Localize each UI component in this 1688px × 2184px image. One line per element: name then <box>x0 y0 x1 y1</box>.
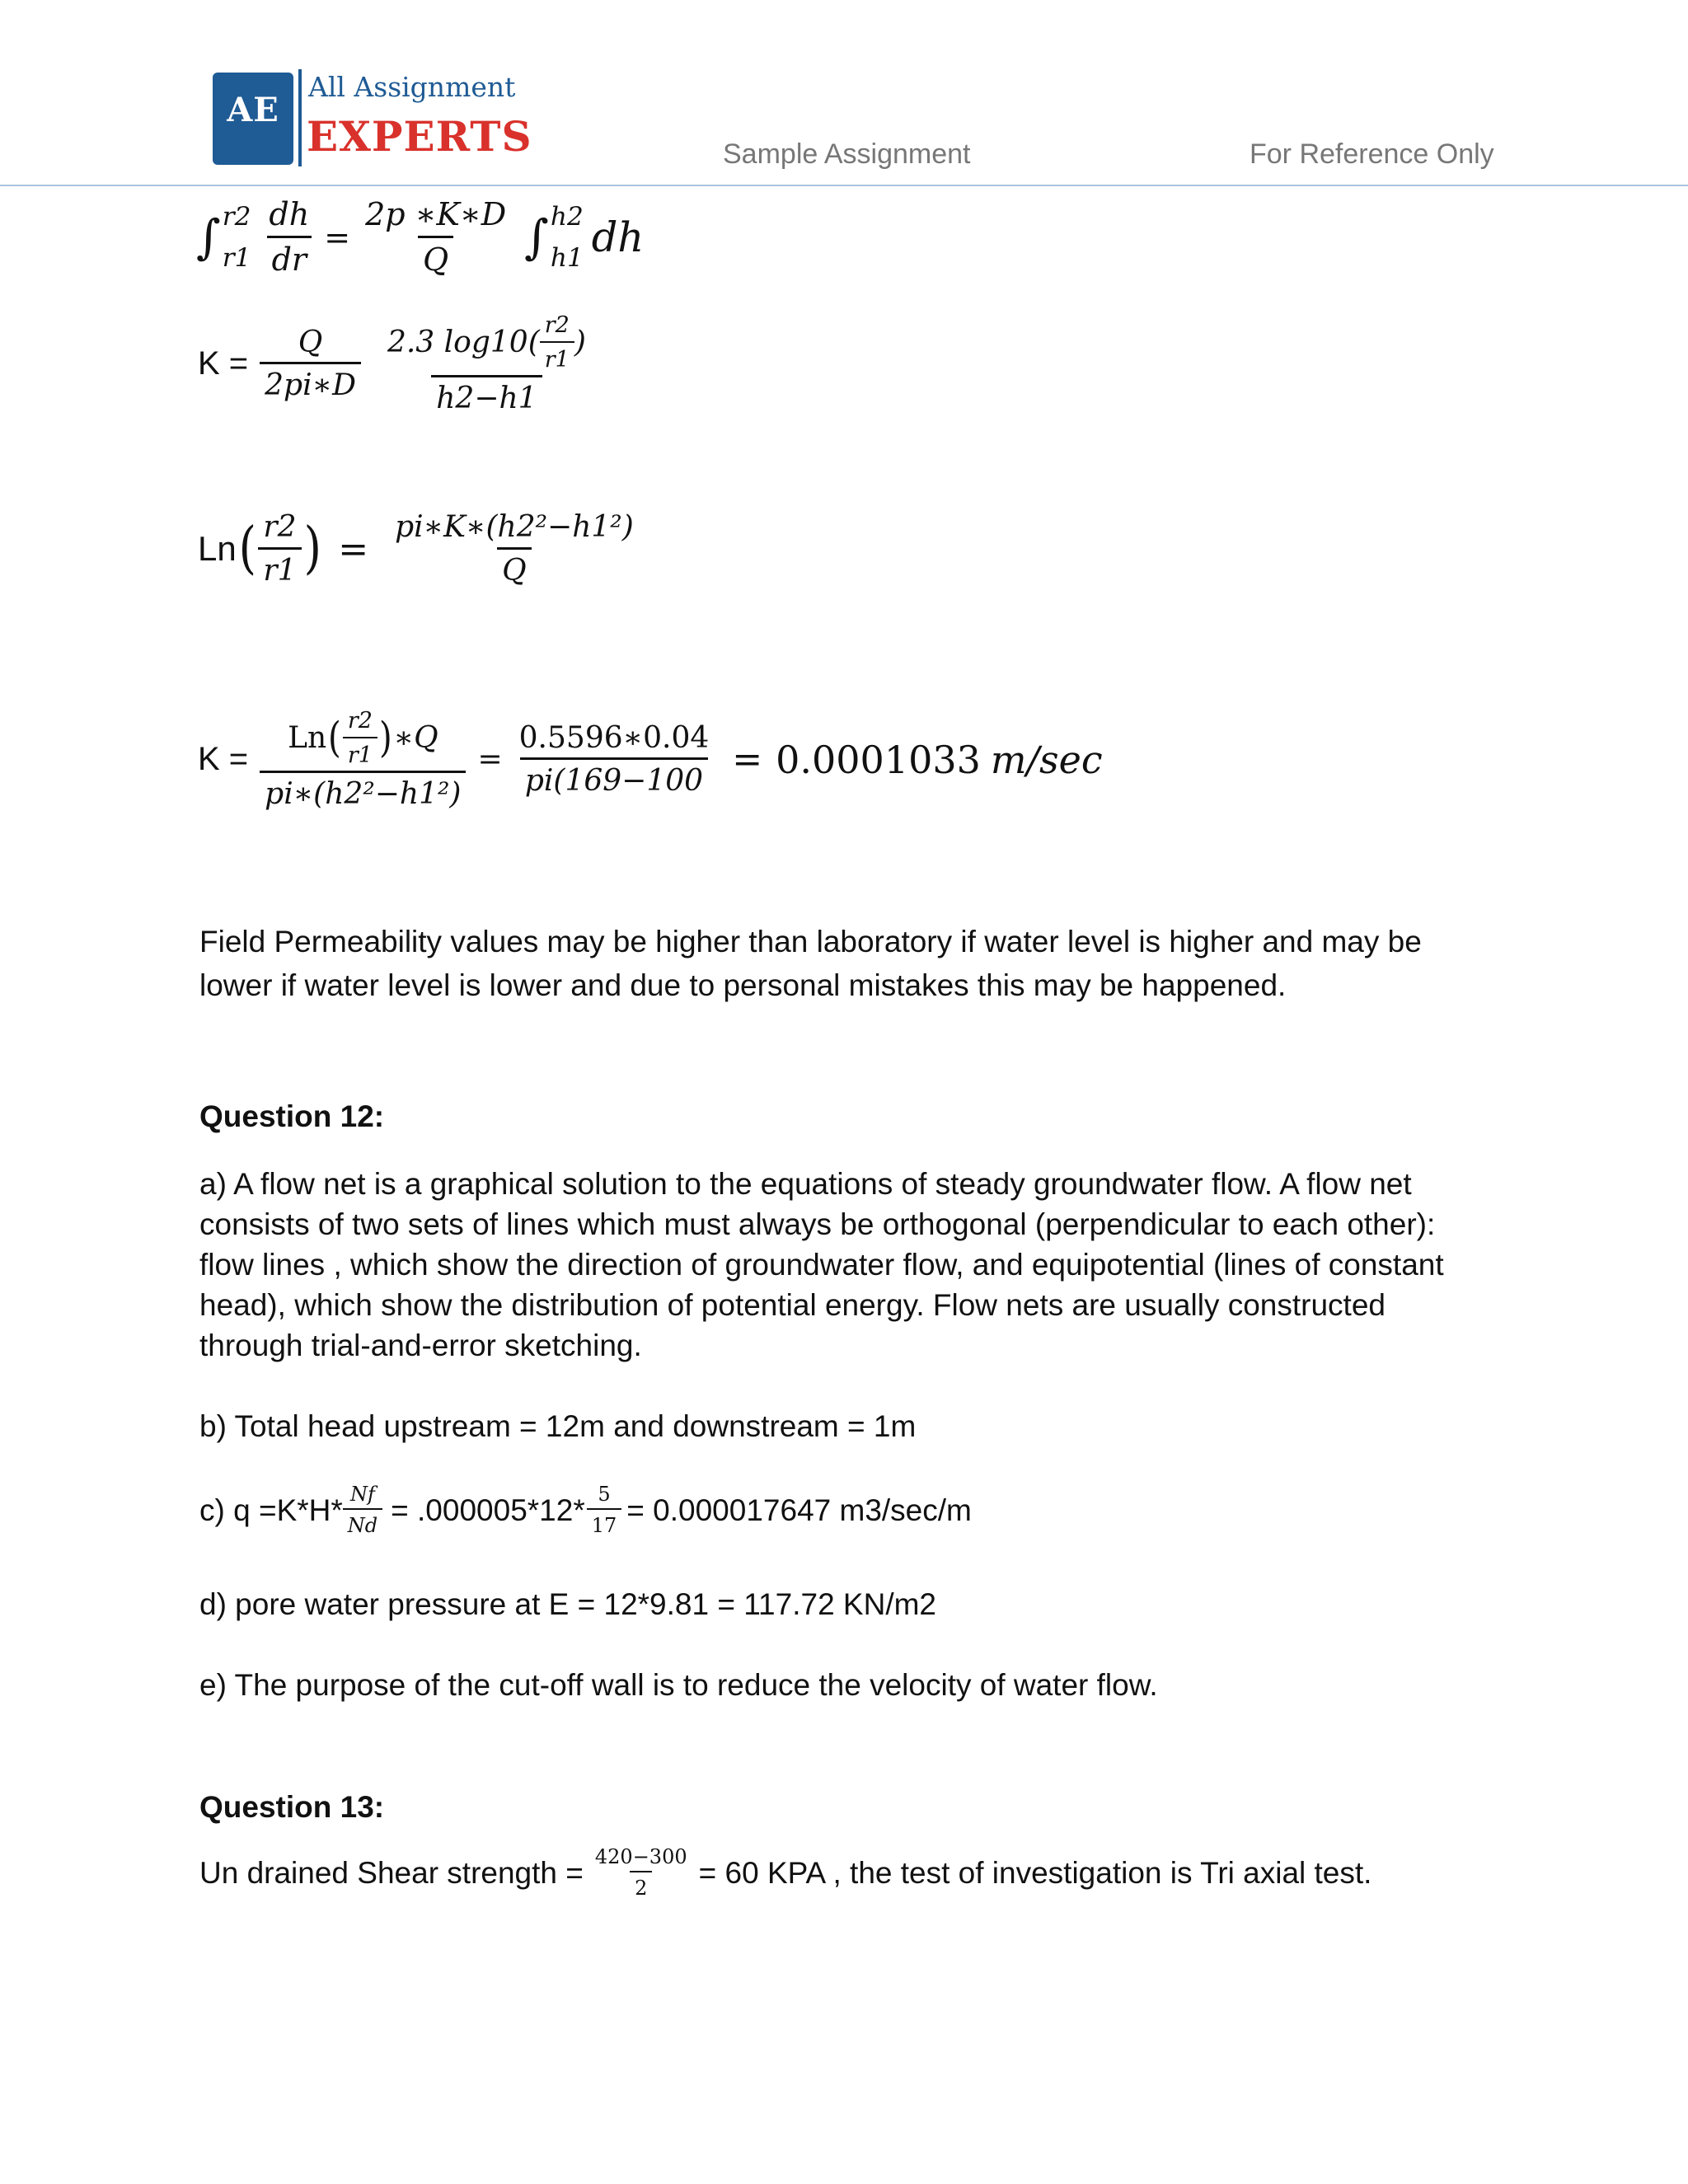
logo-top-text: All Assignment <box>308 71 516 103</box>
integrand-dh: dh <box>591 213 645 262</box>
frac-num: Nf <box>350 1483 375 1506</box>
frac2-num: 2p ∗K∗D <box>365 196 507 232</box>
frac-pik-q <box>390 511 639 587</box>
logo-main-text: EXPERTS <box>307 112 532 161</box>
inner-den: r1 <box>258 547 301 588</box>
int1-lower: r1 <box>222 243 251 274</box>
frac-numeric <box>514 722 715 798</box>
answer-13 <box>199 1846 1372 1900</box>
paragraph-line: Field Permeability values may be higher than laboratory if water level is higher and may be <box>199 925 1422 958</box>
equals-sign: = <box>324 219 351 256</box>
frac-5-17 <box>587 1483 622 1537</box>
integral-sign: ∫ <box>196 209 221 265</box>
equation-integral <box>196 198 644 278</box>
inner-num: r2 <box>544 312 570 338</box>
answer-line: through trial-and-error sketching. <box>199 1329 642 1362</box>
frac-nf-nd <box>343 1483 382 1537</box>
frac-r2-r1 <box>343 709 377 767</box>
equals-sign: = <box>477 743 503 777</box>
frac-log-heads <box>382 313 591 415</box>
frac-num: 420−300 <box>594 1845 687 1868</box>
frac-dh-dr <box>264 198 314 278</box>
frac-den: 17 <box>587 1508 622 1536</box>
inner-num: r2 <box>263 510 297 544</box>
paren-open: ( <box>328 713 341 762</box>
equation-k-result <box>198 709 1103 811</box>
answer-12d: d) pore water pressure at E = 12*9.81 = 117.72 KN/m2 <box>199 1587 936 1621</box>
question-13-heading: Question 13: <box>199 1790 385 1824</box>
paren-close: ) <box>378 713 392 762</box>
frac1-num: dh <box>269 196 310 232</box>
answer-12c-mid: = .000005*12* <box>391 1493 585 1527</box>
frac-den: h2−h1 <box>431 375 542 415</box>
question-12-heading: Question 12: <box>199 1099 385 1133</box>
frac-r2-r1 <box>540 313 574 372</box>
int1-upper: r2 <box>222 202 251 232</box>
paren-close: ) <box>303 515 321 581</box>
frac-den: 2pi∗D <box>260 362 361 402</box>
frac-num: 0.5596∗0.04 <box>518 720 710 755</box>
answer-12c-suffix: = 0.000017647 m3/sec/m <box>626 1493 972 1527</box>
answer-12b: b) Total head upstream = 12m and downstream = 1m <box>199 1409 917 1443</box>
frac-shear <box>590 1846 692 1900</box>
inner-den: r1 <box>343 737 377 768</box>
frac-r2-r1 <box>258 511 301 587</box>
frac-ln-q <box>260 709 466 811</box>
ln-label: Ln <box>288 720 327 755</box>
int2-upper: h2 <box>550 202 584 232</box>
inner-den: r1 <box>540 341 574 373</box>
frac-num: 5 <box>598 1483 611 1506</box>
field-permeability-paragraph <box>199 921 1422 1005</box>
answer-12e: e) The purpose of the cut-off wall is to reduce the velocity of water flow. <box>199 1668 1158 1702</box>
frac-q-2pid <box>260 326 361 402</box>
frac-2pkd-q <box>360 198 511 278</box>
frac-num: Q <box>298 325 323 359</box>
paragraph-line: lower if water level is lower and due to personal mistakes this may be happened. <box>199 968 1287 1002</box>
frac-den: pi∗(h2²−h1²) <box>260 771 466 811</box>
paren-open: ( <box>238 515 256 581</box>
equals-sign: = <box>732 738 763 781</box>
int2-lower: h1 <box>550 243 584 274</box>
equals-sign: = <box>338 527 369 570</box>
k-equals: K = <box>198 741 249 778</box>
answer-12a <box>199 1164 1444 1366</box>
integral-sign: ∫ <box>524 209 549 265</box>
frac-den: pi(169−100 <box>520 757 708 798</box>
answer-line: head), which show the distribution of potential energy. Flow nets are usually constructed <box>199 1288 1386 1322</box>
inner-num: r2 <box>347 708 373 733</box>
frac-den: Nd <box>343 1508 382 1536</box>
answer-line: flow lines , which show the direction of groundwater flow, and equipotential (lines of constant <box>199 1248 1444 1282</box>
equation-ln <box>198 511 644 587</box>
times-q: ∗Q <box>393 720 438 755</box>
header-rule <box>0 185 1688 186</box>
k-equals: K = <box>198 345 249 382</box>
frac2-den: Q <box>418 236 453 278</box>
ln-label: Ln <box>198 529 237 569</box>
answer-12c-prefix: c) q =K*H* <box>199 1493 343 1527</box>
answer-13-suffix: = 60 KPA , the test of investigation is Tri axial test. <box>698 1855 1372 1890</box>
log-suffix: ) <box>574 325 586 359</box>
frac-den: 2 <box>630 1871 652 1899</box>
logo-badge <box>213 73 293 165</box>
answer-line: a) A flow net is a graphical solution to the equations of steady groundwater flow. A flow net <box>199 1167 1412 1201</box>
k-result-units: m/sec <box>990 737 1103 782</box>
logo-divider <box>298 69 302 166</box>
reference-label: For Reference Only <box>1250 138 1494 170</box>
answer-13-prefix: Un drained Shear strength = <box>199 1855 584 1890</box>
k-result-value: 0.0001033 <box>776 737 981 782</box>
frac-num: pi∗K∗(h2²−h1²) <box>395 510 634 544</box>
answer-12c <box>199 1483 972 1537</box>
log-prefix: 2.3 log10( <box>387 325 540 359</box>
sample-assignment-label: Sample Assignment <box>723 138 971 170</box>
equation-k-log <box>198 313 596 415</box>
logo-initials: AE <box>227 91 279 129</box>
answer-line: consists of two sets of lines which must always be orthogonal (perpendicular to each other): <box>199 1207 1436 1241</box>
frac-den: Q <box>497 547 532 588</box>
frac1-den: dr <box>267 236 312 278</box>
